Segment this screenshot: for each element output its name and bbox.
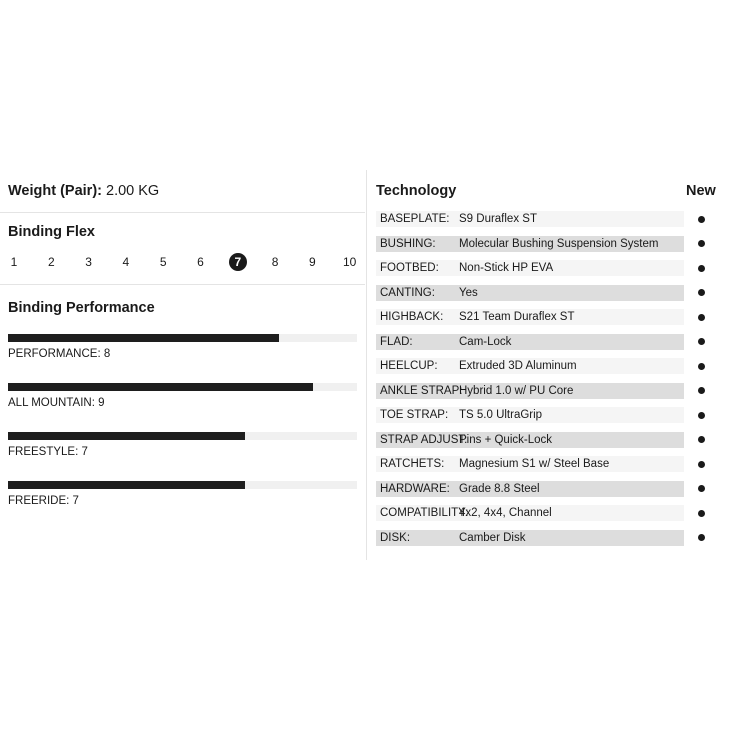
weight-spec bbox=[8, 183, 159, 199]
new-indicator-dot bbox=[698, 289, 705, 296]
performance-value: 8 bbox=[103, 348, 111, 360]
performance-bar-fill bbox=[8, 334, 279, 342]
performance-bar-track bbox=[8, 383, 357, 391]
weight-label: Weight (Pair): bbox=[8, 183, 102, 199]
technology-row-value: Grade 8.8 Steel bbox=[459, 482, 540, 495]
performance-value: 7 bbox=[72, 495, 79, 507]
performance-label bbox=[8, 495, 79, 507]
flex-scale-value-6: 6 bbox=[197, 255, 204, 269]
technology-row-label: TOE STRAP: bbox=[380, 409, 449, 421]
technology-row-label: STRAP ADJUST: bbox=[380, 433, 468, 446]
performance-value: 7 bbox=[81, 446, 88, 458]
flex-scale-value-7: 7 bbox=[229, 253, 247, 271]
new-indicator-dot bbox=[698, 534, 705, 541]
binding-performance-title: Binding Performance bbox=[8, 300, 155, 316]
technology-row-label: COMPATIBILITY: bbox=[380, 507, 469, 519]
technology-row bbox=[376, 358, 684, 374]
technology-row-value: Hybrid 1.0 w/ PU Core bbox=[459, 384, 574, 397]
flex-scale-value-2: 2 bbox=[47, 255, 55, 269]
performance-label-text: ALL MOUNTAIN: bbox=[8, 397, 95, 409]
column-divider bbox=[366, 170, 367, 560]
performance-label-text: FREESTYLE: bbox=[8, 446, 79, 458]
performance-label bbox=[8, 348, 110, 360]
technology-row-label: HEELCUP: bbox=[380, 360, 438, 372]
technology-row bbox=[376, 481, 684, 497]
technology-row-value: Non-Stick HP EVA bbox=[459, 262, 554, 274]
technology-row-label: BASEPLATE: bbox=[380, 213, 450, 225]
technology-row bbox=[376, 236, 684, 252]
technology-row bbox=[376, 530, 684, 546]
new-indicator-dot bbox=[698, 216, 705, 223]
new-indicator-dot bbox=[698, 485, 705, 492]
flex-scale-value-9: 9 bbox=[309, 255, 316, 269]
performance-bar-fill bbox=[8, 481, 245, 489]
binding-flex-scale bbox=[8, 253, 358, 273]
performance-bar-track bbox=[8, 334, 357, 342]
performance-bar-fill bbox=[8, 432, 245, 440]
new-indicator-dot bbox=[698, 436, 705, 443]
new-column-header: New bbox=[686, 183, 716, 199]
technology-title: Technology bbox=[376, 183, 457, 199]
technology-row bbox=[376, 383, 684, 399]
technology-row-value: Camber Disk bbox=[459, 531, 526, 544]
technology-row bbox=[376, 432, 684, 448]
new-indicator-dot bbox=[698, 240, 705, 247]
technology-row-value: Pins + Quick-Lock bbox=[459, 433, 552, 446]
technology-row bbox=[376, 505, 684, 521]
technology-row bbox=[376, 309, 684, 325]
technology-row bbox=[376, 260, 684, 276]
binding-flex-title: Binding Flex bbox=[8, 224, 95, 240]
technology-row-value: Molecular Bushing Suspension System bbox=[459, 237, 659, 250]
flex-scale-value-1: 1 bbox=[10, 255, 18, 269]
technology-row-value: TS 5.0 UltraGrip bbox=[459, 409, 543, 421]
technology-row-label: HIGHBACK: bbox=[380, 311, 444, 323]
flex-scale-value-5: 5 bbox=[159, 255, 167, 269]
flex-scale-value-3: 3 bbox=[85, 255, 92, 269]
technology-row bbox=[376, 407, 684, 423]
technology-row-label: FOOTBED: bbox=[380, 262, 439, 274]
flex-scale-value-8: 8 bbox=[271, 255, 279, 269]
flex-scale-value-4: 4 bbox=[122, 255, 130, 269]
technology-row-value: S9 Duraflex ST bbox=[459, 213, 537, 225]
performance-bar-track bbox=[8, 432, 357, 440]
performance-label-text: FREERIDE: bbox=[8, 495, 70, 507]
technology-row-value: Yes bbox=[459, 286, 478, 299]
technology-row-value: 4x2, 4x4, Channel bbox=[459, 507, 552, 519]
technology-row bbox=[376, 456, 684, 472]
technology-row-value: S21 Team Duraflex ST bbox=[459, 311, 575, 323]
performance-bar-track bbox=[8, 481, 357, 489]
new-indicator-dot bbox=[698, 510, 705, 517]
new-indicator-dot bbox=[698, 265, 705, 272]
technology-row-label: CANTING: bbox=[380, 286, 435, 299]
technology-row-value: Cam-Lock bbox=[459, 335, 512, 348]
technology-row-label: RATCHETS: bbox=[380, 458, 445, 470]
performance-label bbox=[8, 446, 88, 458]
technology-row bbox=[376, 334, 684, 350]
section-divider bbox=[0, 212, 365, 213]
new-indicator-dot bbox=[698, 363, 705, 370]
new-indicator-dot bbox=[698, 338, 705, 345]
technology-row-value: Extruded 3D Aluminum bbox=[459, 360, 577, 372]
weight-value: 2.00 KG bbox=[106, 183, 160, 199]
new-indicator-dot bbox=[698, 412, 705, 419]
performance-value: 9 bbox=[98, 397, 105, 409]
section-divider bbox=[0, 284, 365, 285]
technology-row-label: FLAD: bbox=[380, 335, 413, 348]
performance-label-text: PERFORMANCE: bbox=[8, 348, 101, 360]
technology-row-label: HARDWARE: bbox=[380, 482, 450, 495]
technology-row-value: Magnesium S1 w/ Steel Base bbox=[459, 458, 610, 470]
technology-row bbox=[376, 285, 684, 301]
technology-row-label: BUSHING: bbox=[380, 237, 436, 250]
performance-label bbox=[8, 397, 105, 409]
technology-row-label: DISK: bbox=[380, 531, 411, 544]
new-indicator-dot bbox=[698, 461, 705, 468]
technology-row bbox=[376, 211, 684, 227]
new-indicator-dot bbox=[698, 387, 705, 394]
technology-row-label: ANKLE STRAP: bbox=[380, 384, 463, 397]
new-indicator-dot bbox=[698, 314, 705, 321]
performance-bar-fill bbox=[8, 383, 313, 391]
flex-scale-value-10: 10 bbox=[343, 255, 357, 269]
